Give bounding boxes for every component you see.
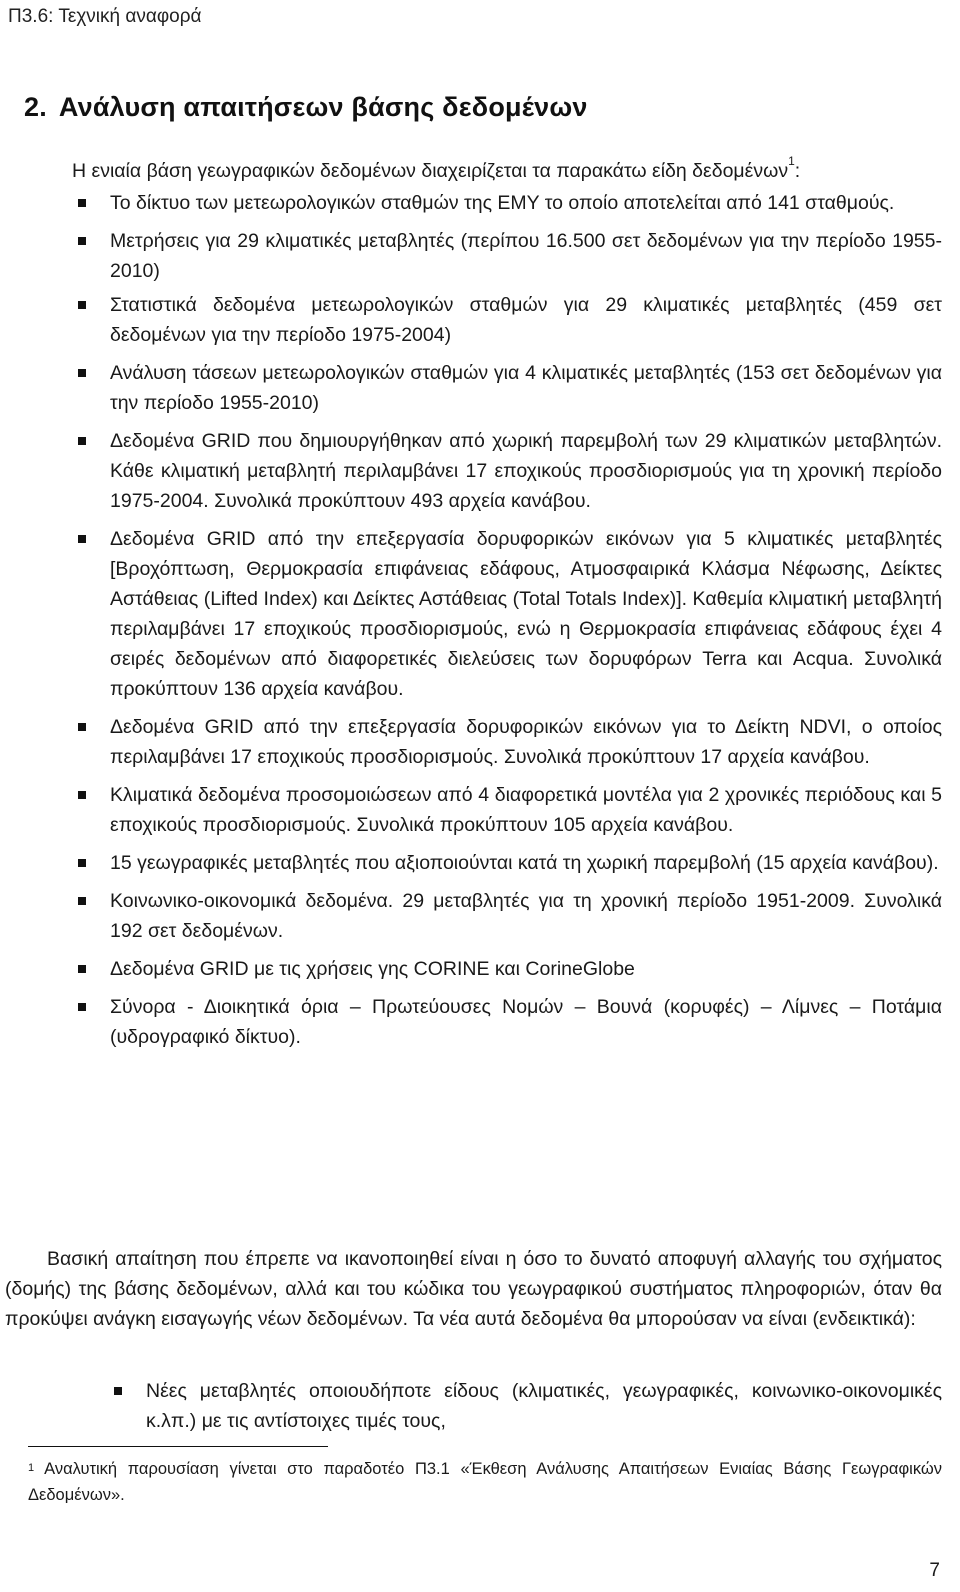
list-item: Κλιματικά δεδομένα προσομοιώσεων από 4 διαφορετικά μοντέλα για 2 χρονικές περιόδους και 5 εποχικούς προσδιορισμούς. Συνολικά προκύπτουν 105 αρχεία κανάβου. [72, 780, 942, 840]
list-item: Δεδομένα GRID από την επεξεργασία δορυφορικών εικόνων για 5 κλιματικές μεταβλητές [Βροχόπτωση, Θερμοκρασία επιφάνειας εδάφους, Ατμοσφαιρικά Κλάσμα Νέφωσης, Δείκτες Αστάθειας (Lifted Index) και Δείκτες Αστάθειας (Total Totals Index)]. Καθεμία κλιματική μεταβλητή περιλαμβάνει 17 εποχικούς προσδιορισμούς, ενώ η Θερμοκρασία επιφάνειας εδάφους έχει 4 σειρές δεδομένων από διαφορετικές διελεύσεις των δορυφόρων Terra και Acqua. Συνολικά προκύπτουν 136 αρχεία κανάβου. [72, 524, 942, 704]
list-item: Δεδομένα GRID που δημιουργήθηκαν από χωρική παρεμβολή των 29 κλιματικών μεταβλητών. Κάθε κλιματική μεταβλητή περιλαμβάνει 17 εποχικούς προσδιορισμούς για τη χρονική περίοδο 1975-2004. Συνολικά προκύπτουν 493 αρχεία κανάβου. [72, 426, 942, 516]
list-item: Ανάλυση τάσεων μετεωρολογικών σταθμών για 4 κλιματικές μεταβλητές (153 σετ δεδομένων για την περίοδο 1955-2010) [72, 358, 942, 418]
section-title-text: Ανάλυση απαιτήσεων βάσης δεδομένων [58, 92, 588, 122]
running-header: Π3.6: Τεχνική αναφορά [8, 6, 202, 27]
footnote-text: Αναλυτική παρουσίαση γίνεται στο παραδοτέο Π3.1 «Έκθεση Ανάλυσης Απαιτήσεων Ενιαίας Βάσης Γεωγραφικών Δεδομένων». [28, 1460, 942, 1504]
footnote-ref[interactable]: 1 [788, 154, 795, 168]
data-types-list [72, 188, 942, 1052]
list-item: Στατιστικά δεδομένα μετεωρολογικών σταθμών για 29 κλιματικές μεταβλητές (459 σετ δεδομένων για την περίοδο 1975-2004) [72, 290, 942, 350]
intro-paragraph [72, 156, 942, 186]
list-item: 15 γεωγραφικές μεταβλητές που αξιοποιούνται κατά τη χωρική παρεμβολή (15 αρχεία κανάβου). [72, 848, 942, 878]
section-number: 2. [24, 92, 47, 122]
footnote-divider [28, 1446, 328, 1447]
list-item: Μετρήσεις για 29 κλιματικές μεταβλητές (περίπου 16.500 σετ δεδομένων για την περίοδο 1955-2010) [72, 226, 942, 286]
list-item: Νέες μεταβλητές οποιουδήποτε είδους (κλιματικές, γεωγραφικές, κοινωνικο-οικονομικές κ.λπ.) με τις αντίστοιχες τιμές τους, [108, 1376, 942, 1436]
requirement-paragraph: Βασική απαίτηση που έπρεπε να ικανοποιηθεί είναι η όσο το δυνατό αποφυγή αλλαγής του σχήματος (δομής) της βάσης δεδομένων, αλλά και του κώδικα του γεωγραφικού συστήματος πληροφοριών, όταν θα προκύψει ανάγκη εισαγωγής νέων δεδομένων. Τα νέα αυτά δεδομένα θα μπορούσαν να είναι (ενδεικτικά): [5, 1248, 942, 1330]
footnote [28, 1456, 942, 1508]
list-item: Δεδομένα GRID από την επεξεργασία δορυφορικών εικόνων για το Δείκτη NDVI, ο οποίος περιλαμβάνει 17 εποχικούς προσδιορισμούς. Συνολικά προκύπτουν 17 αρχεία κανάβου. [72, 712, 942, 772]
list-item: Κοινωνικο-οικονομικά δεδομένα. 29 μεταβλητές για τη χρονική περίοδο 1951-2009. Συνολικά 192 σετ δεδομένων. [72, 886, 942, 946]
section-title [24, 92, 588, 123]
body-content [72, 156, 942, 1060]
list-item: Δεδομένα GRID με τις χρήσεις γης CORINE και CorineGlobe [72, 954, 942, 984]
intro-suffix: : [794, 160, 801, 182]
page-number: 7 [929, 1560, 940, 1581]
list-item: Σύνορα - Διοικητικά όρια – Πρωτεύουσες Νομών – Βουνά (κορυφές) – Λίμνες – Ποτάμια (υδρογραφικό δίκτυο). [72, 992, 942, 1052]
list-item: Το δίκτυο των μετεωρολογικών σταθμών της ΕΜΥ το οποίο αποτελείται από 141 σταθμούς. [72, 188, 942, 218]
intro-text: Η ενιαία βάση γεωγραφικών δεδομένων διαχειρίζεται τα παρακάτω είδη δεδομένων [72, 160, 789, 182]
footnote-number: 1 [28, 1462, 35, 1474]
new-data-list [108, 1376, 942, 1436]
